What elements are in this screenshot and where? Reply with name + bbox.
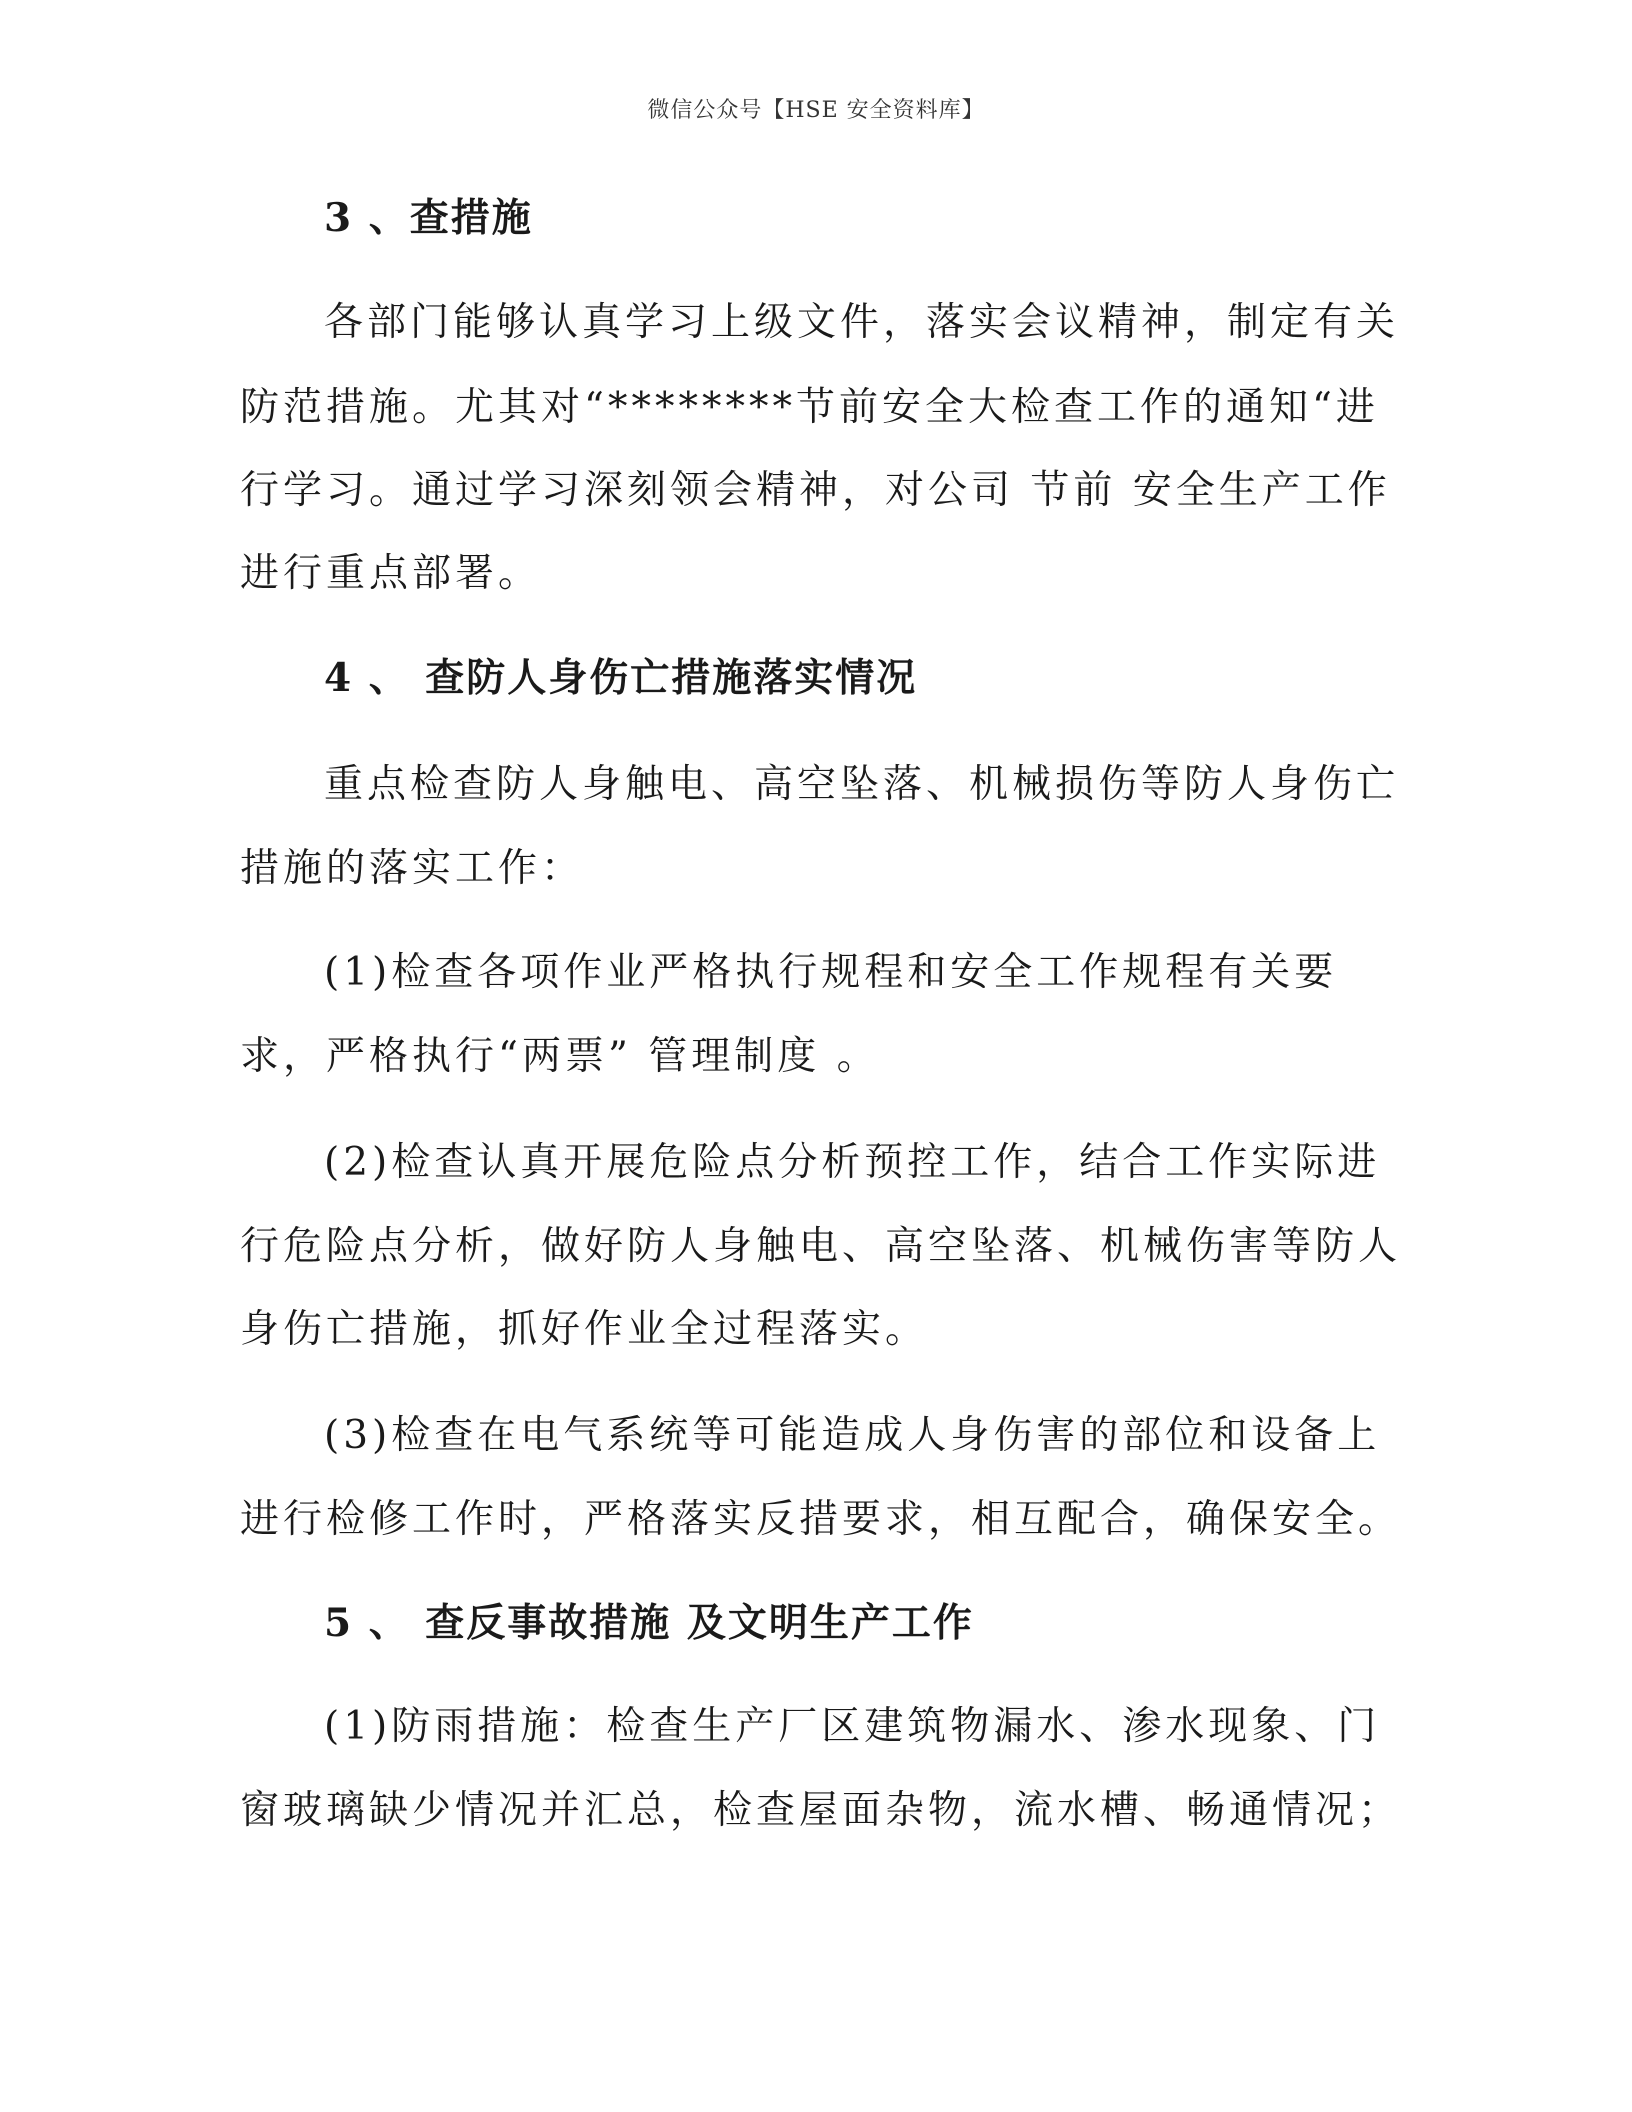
section-5-title: 5 、 查反事故措施 及文明生产工作 xyxy=(324,1600,974,1646)
section-4-item-1-line: 求，严格执行“两票” 管理制度 。 xyxy=(240,1034,880,1079)
section-4-title: 4 、 查防人身伤亡措施落实情况 xyxy=(324,655,918,701)
section-4-item-3-line: 进行检修工作时，严格落实反措要求，相互配合，确保安全。 xyxy=(240,1497,1402,1542)
section-4-paragraph-line: 措施的落实工作： xyxy=(240,846,585,891)
section-4-item-3-line: (3)检查在电气系统等可能造成人身伤害的部位和设备上 xyxy=(324,1413,1381,1458)
section-4-item-1-line: (1)检查各项作业严格执行规程和安全工作规程有关要 xyxy=(324,950,1338,995)
section-4-item-2-line: (2)检查认真开展危险点分析预控工作，结合工作实际进 xyxy=(324,1140,1381,1185)
section-3-paragraph-line: 进行重点部署。 xyxy=(240,551,542,596)
section-4-item-2-line: 行危险点分析，做好防人身触电、高空坠落、机械伤害等防人 xyxy=(240,1224,1402,1269)
section-5-item-1-line: 窗玻璃缺少情况并汇总，检查屋面杂物，流水槽、畅通情况； xyxy=(240,1788,1402,1833)
section-3-title: 3 、查措施 xyxy=(324,195,533,241)
section-3-paragraph-line: 各部门能够认真学习上级文件，落实会议精神，制定有关 xyxy=(324,300,1400,345)
section-3-paragraph-line: 防范措施。尤其对“********节前安全大检查工作的通知“进 xyxy=(240,385,1379,430)
section-3-paragraph-line: 行学习。通过学习深刻领会精神，对公司 节前 安全生产工作 xyxy=(240,468,1391,513)
section-4-paragraph-line: 重点检查防人身触电、高空坠落、机械损伤等防人身伤亡 xyxy=(324,762,1400,807)
page-header: 微信公众号【HSE 安全资料库】 xyxy=(647,98,985,123)
section-4-item-2-line: 身伤亡措施，抓好作业全过程落实。 xyxy=(240,1307,929,1352)
section-5-item-1-line: (1)防雨措施：检查生产厂区建筑物漏水、渗水现象、门 xyxy=(324,1704,1381,1749)
